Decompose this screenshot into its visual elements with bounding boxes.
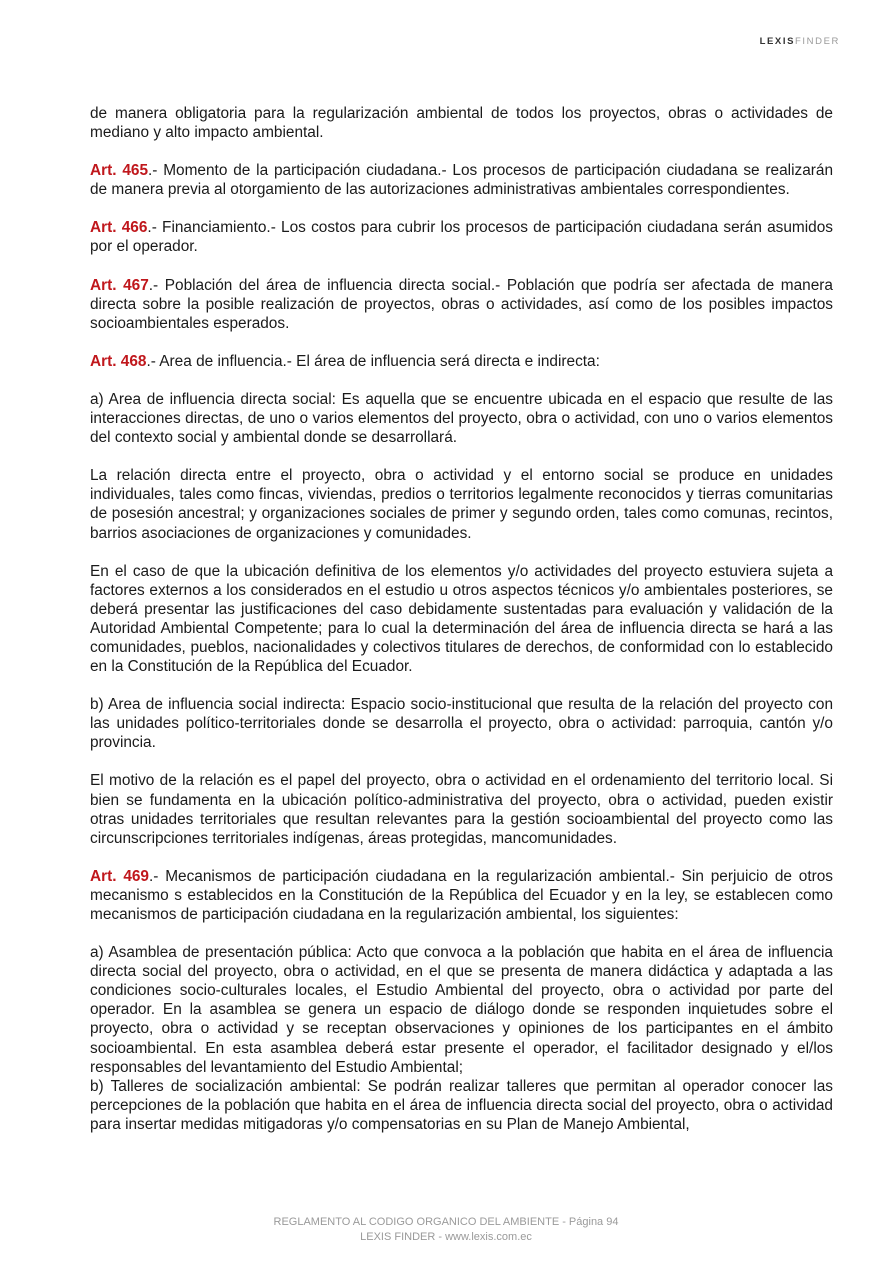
- article-469-text: .- Mecanismos de participación ciudadana en la regularización ambiental.- Sin perjuicio de otros mecanismo s establecidos en la Constitución de la República del Ecuador y en la ley, se establecen como mecanismos de participación ciudadana en la regularización ambiental, los siguientes:: [90, 867, 833, 923]
- brand-light: FINDER: [795, 36, 840, 47]
- article-465-label: Art. 465: [90, 162, 149, 180]
- article-469: [90, 867, 833, 924]
- article-465: [90, 161, 833, 199]
- article-466-text: .- Financiamiento.- Los costos para cubrir los procesos de participación ciudadana serán asumidos por el operador.: [90, 219, 833, 256]
- paragraph-location-case: En el caso de que la ubicación definitiva de los elementos y/o actividades del proyecto estuviera sujeta a factores externos a los considerados en el estudio u otros aspectos técnicos y/o ambientales posteriores, se deberá presentar las justificaciones del caso debidamente sustentadas para evaluación y validación de la Autoridad Ambiental Competente; para lo cual la determinación del área de influencia directa se hará a las comunidades, pueblos, nacionalidades y colectivos titulares de derechos, de conformidad con lo establecido en la Constitución de la República del Ecuador.: [90, 562, 833, 676]
- footer-document-title: REGLAMENTO AL CODIGO ORGANICO DEL AMBIENTE - Página 94: [273, 1216, 619, 1228]
- paragraph-direct-relation: La relación directa entre el proyecto, obra o actividad y el entorno social se produce en unidades individuales, tales como fincas, viviendas, predios o territorios legalmente reconocidos y tierras comunitarias de posesión ancestral; y organizaciones sociales de primer y segundo orden, tales como comunas, recintos, barrios asociaciones de organizaciones y comunidades.: [90, 467, 833, 542]
- footer-website: LEXIS FINDER - www.lexis.com.ec: [360, 1231, 532, 1243]
- paragraph-public-assembly: a) Asamblea de presentación pública: Acto que convoca a la población que habita en el área de influencia directa social del proyecto, obra o actividad, en el que se presenta de manera didáctica y adaptada a las condiciones socio-culturales locales, el Estudio Ambiental del proyecto, obra o actividad por parte del operador. En la asamblea se genera un espacio de diálogo donde se responden inquietudes sobre el proyecto, obra o actividad y se receptan observaciones y opiniones de los participantes en el ámbito socioambiental. En esta asamblea deberá estar presente el operador, el facilitador designado y el/los responsables del levantamiento del Estudio Ambiental;: [90, 944, 833, 1076]
- article-467-text: .- Población del área de influencia directa social.- Población que podría ser afectada de manera directa sobre la posible realización de proyectos, obras o actividades, así como de los posibles impactos socioambientales esperados.: [90, 276, 833, 332]
- brand-bold: LEXIS: [759, 36, 796, 47]
- brand-logo: [760, 36, 840, 47]
- paragraph-workshops: b) Talleres de socialización ambiental: Se podrán realizar talleres que permitan al operador conocer las percepciones de la población que habita en el área de influencia directa social del proyecto, obra o actividad para insertar medidas mitigadoras y/o compensatorias en su Plan de Manejo Ambiental,: [90, 1077, 833, 1133]
- paragraph-influence-direct: a) Area de influencia directa social: Es aquella que se encuentre ubicada en el espacio que resulte de las interacciones directas, de uno o varios elementos del proyecto, obra o actividad, con uno o varios elementos del contexto social y ambiental donde se desarrollará.: [90, 390, 833, 447]
- article-467: [90, 276, 833, 333]
- article-468-text: .- Area de influencia.- El área de influencia será directa e indirecta:: [146, 352, 600, 370]
- article-467-label: Art. 467: [90, 276, 149, 294]
- page-footer: [0, 1215, 892, 1245]
- paragraph-relation-motive: El motivo de la relación es el papel del proyecto, obra o actividad en el ordenamiento del territorio local. Si bien se fundamenta en la ubicación político-administrativa del proyecto, obra o actividad, pueden existir otras unidades territoriales que resultan relevantes para la gestión socioambiental del proyecto como las circunscripciones territoriales indígenas, áreas protegidas, mancomunidades.: [90, 772, 833, 847]
- paragraph-continuation: de manera obligatoria para la regularización ambiental de todos los proyectos, obras o actividades de mediano y alto impacto ambiental.: [90, 105, 833, 142]
- article-468-label: Art. 468: [90, 352, 147, 370]
- article-466: [90, 218, 833, 256]
- article-465-text: .- Momento de la participación ciudadana.- Los procesos de participación ciudadana se realizarán de manera previa al otorgamiento de las autorizaciones administrativas ambientales correspondientes.: [90, 162, 833, 199]
- article-468: [90, 352, 833, 371]
- paragraph-influence-indirect: b) Area de influencia social indirecta: Espacio socio-institucional que resulta de la relación del proyecto con las unidades político-territoriales donde se desarrolla el proyecto, obra o actividad: parroquia, cantón y/o provincia.: [90, 696, 833, 752]
- article-466-label: Art. 466: [90, 219, 148, 237]
- document-body: [90, 104, 833, 1134]
- article-469-label: Art. 469: [90, 867, 149, 885]
